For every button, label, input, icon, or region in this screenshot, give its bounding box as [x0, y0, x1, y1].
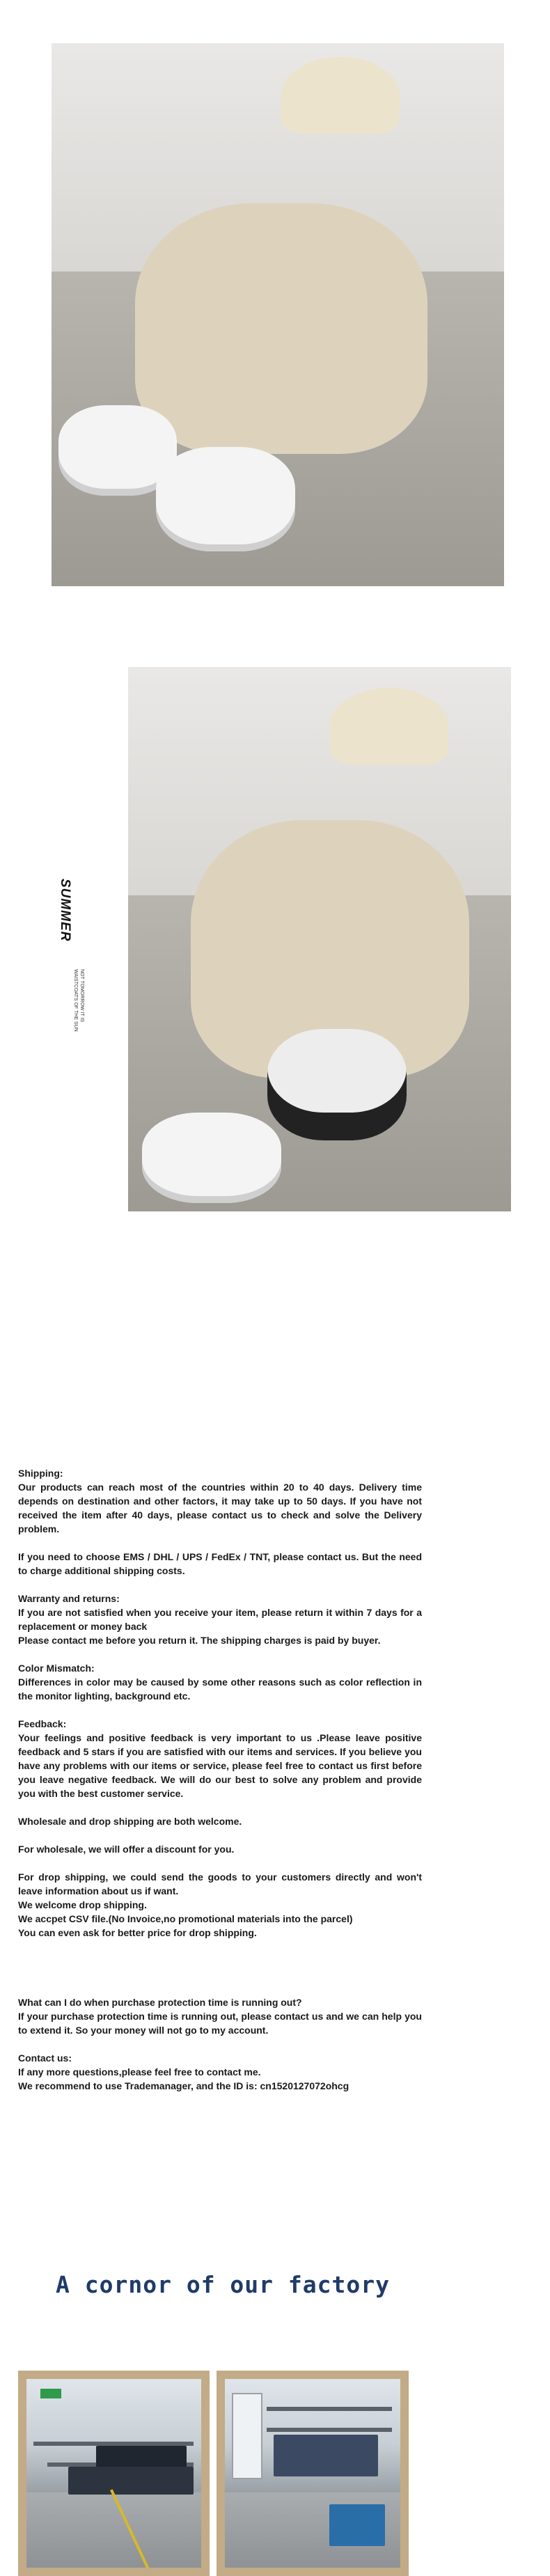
side-subtitle-line: NOT TOMORROW IT IS — [79, 969, 84, 1023]
warranty-text: If you are not satisfied when you receive your item, please return it within 7 days for a replacement or money back — [18, 1607, 422, 1632]
wholesale-text: Wholesale and drop shipping are both welcome. — [18, 1816, 242, 1827]
side-subtitle — [72, 969, 85, 1032]
factory-photo-1-image — [26, 2379, 201, 2568]
exit-sign-icon — [40, 2389, 61, 2398]
warranty-heading: Warranty and returns: — [18, 1593, 120, 1604]
dropship-price-text: You can even ask for better price for drop shipping. — [18, 1927, 257, 1938]
side-subtitle-line: WAISTCOATS OF THE SUN — [73, 969, 78, 1032]
csv-text: We accpet CSV file.(No Invoice,no promotional materials into the parcel) — [18, 1913, 353, 1924]
warranty-contact-text: Please contact me before you return it. The shipping charges is paid by buyer. — [18, 1635, 381, 1646]
contact-heading: Contact us: — [18, 2052, 72, 2064]
feedback-text: Your feelings and positive feedback is very important to us .Please leave positive feedback and 5 stars if you are satisfied with our items and services. If you believe you have any problems with our items or service, please feel free to contact us first before you leave negative feedback. We will do our best to solve any problem and provide you with the best customer service. — [18, 1732, 422, 1799]
dropship-text: For drop shipping, we could send the goods to your customers directly and won't leave information about us if want. — [18, 1871, 422, 1896]
contact-id-text: We recommend to use Trademanager, and the ID is: cn1520127072ohcg — [18, 2080, 349, 2091]
shipping-text: Our products can reach most of the countries within 20 to 40 days. Delivery time depends on destination and other factors, it may take up to 50 days. If you have not received the item after 40 days, please contact us to check and solve the Delivery problem. — [18, 1482, 422, 1534]
protection-question: What can I do when purchase protection time is running out? — [18, 1997, 302, 2008]
bucket-hat — [330, 688, 448, 764]
window — [232, 2393, 262, 2479]
factory-photo-2-image — [225, 2379, 400, 2568]
bucket-hat — [281, 57, 400, 134]
feedback-heading: Feedback: — [18, 1718, 67, 1729]
wholesale-discount-text: For wholesale, we will offer a discount for you. — [18, 1844, 235, 1855]
factory-photo-2 — [217, 2371, 409, 2576]
sneaker-right — [267, 1029, 407, 1140]
factory-title: A cornor of our factory — [56, 2271, 390, 2298]
dropship-welcome-text: We welcome drop shipping. — [18, 1899, 147, 1910]
shipping-heading: Shipping: — [18, 1468, 63, 1479]
contact-text: If any more questions,please feel free to contact me. — [18, 2066, 261, 2078]
sneaker-left — [142, 1113, 281, 1203]
model-pants — [135, 203, 427, 454]
color-text: Differences in color may be caused by some other reasons such as color reflection in the monitor lighting, background etc. — [18, 1676, 422, 1702]
shipping-couriers-text: If you need to choose EMS / DHL / UPS / FedEx / TNT, please contact us. But the need to charge additional shipping costs. — [18, 1551, 422, 1576]
product-photo-2 — [128, 667, 511, 1211]
color-heading: Color Mismatch: — [18, 1663, 95, 1674]
policy-section — [18, 1466, 422, 2093]
product-photo-1 — [52, 43, 504, 586]
protection-answer: If your purchase protection time is running out, please contact us and we can help you to extend it. So your money will not go to my account. — [18, 2011, 422, 2036]
sneaker-right — [156, 447, 295, 551]
side-title: SUMMER — [58, 879, 72, 942]
factory-photo-1 — [18, 2371, 210, 2576]
